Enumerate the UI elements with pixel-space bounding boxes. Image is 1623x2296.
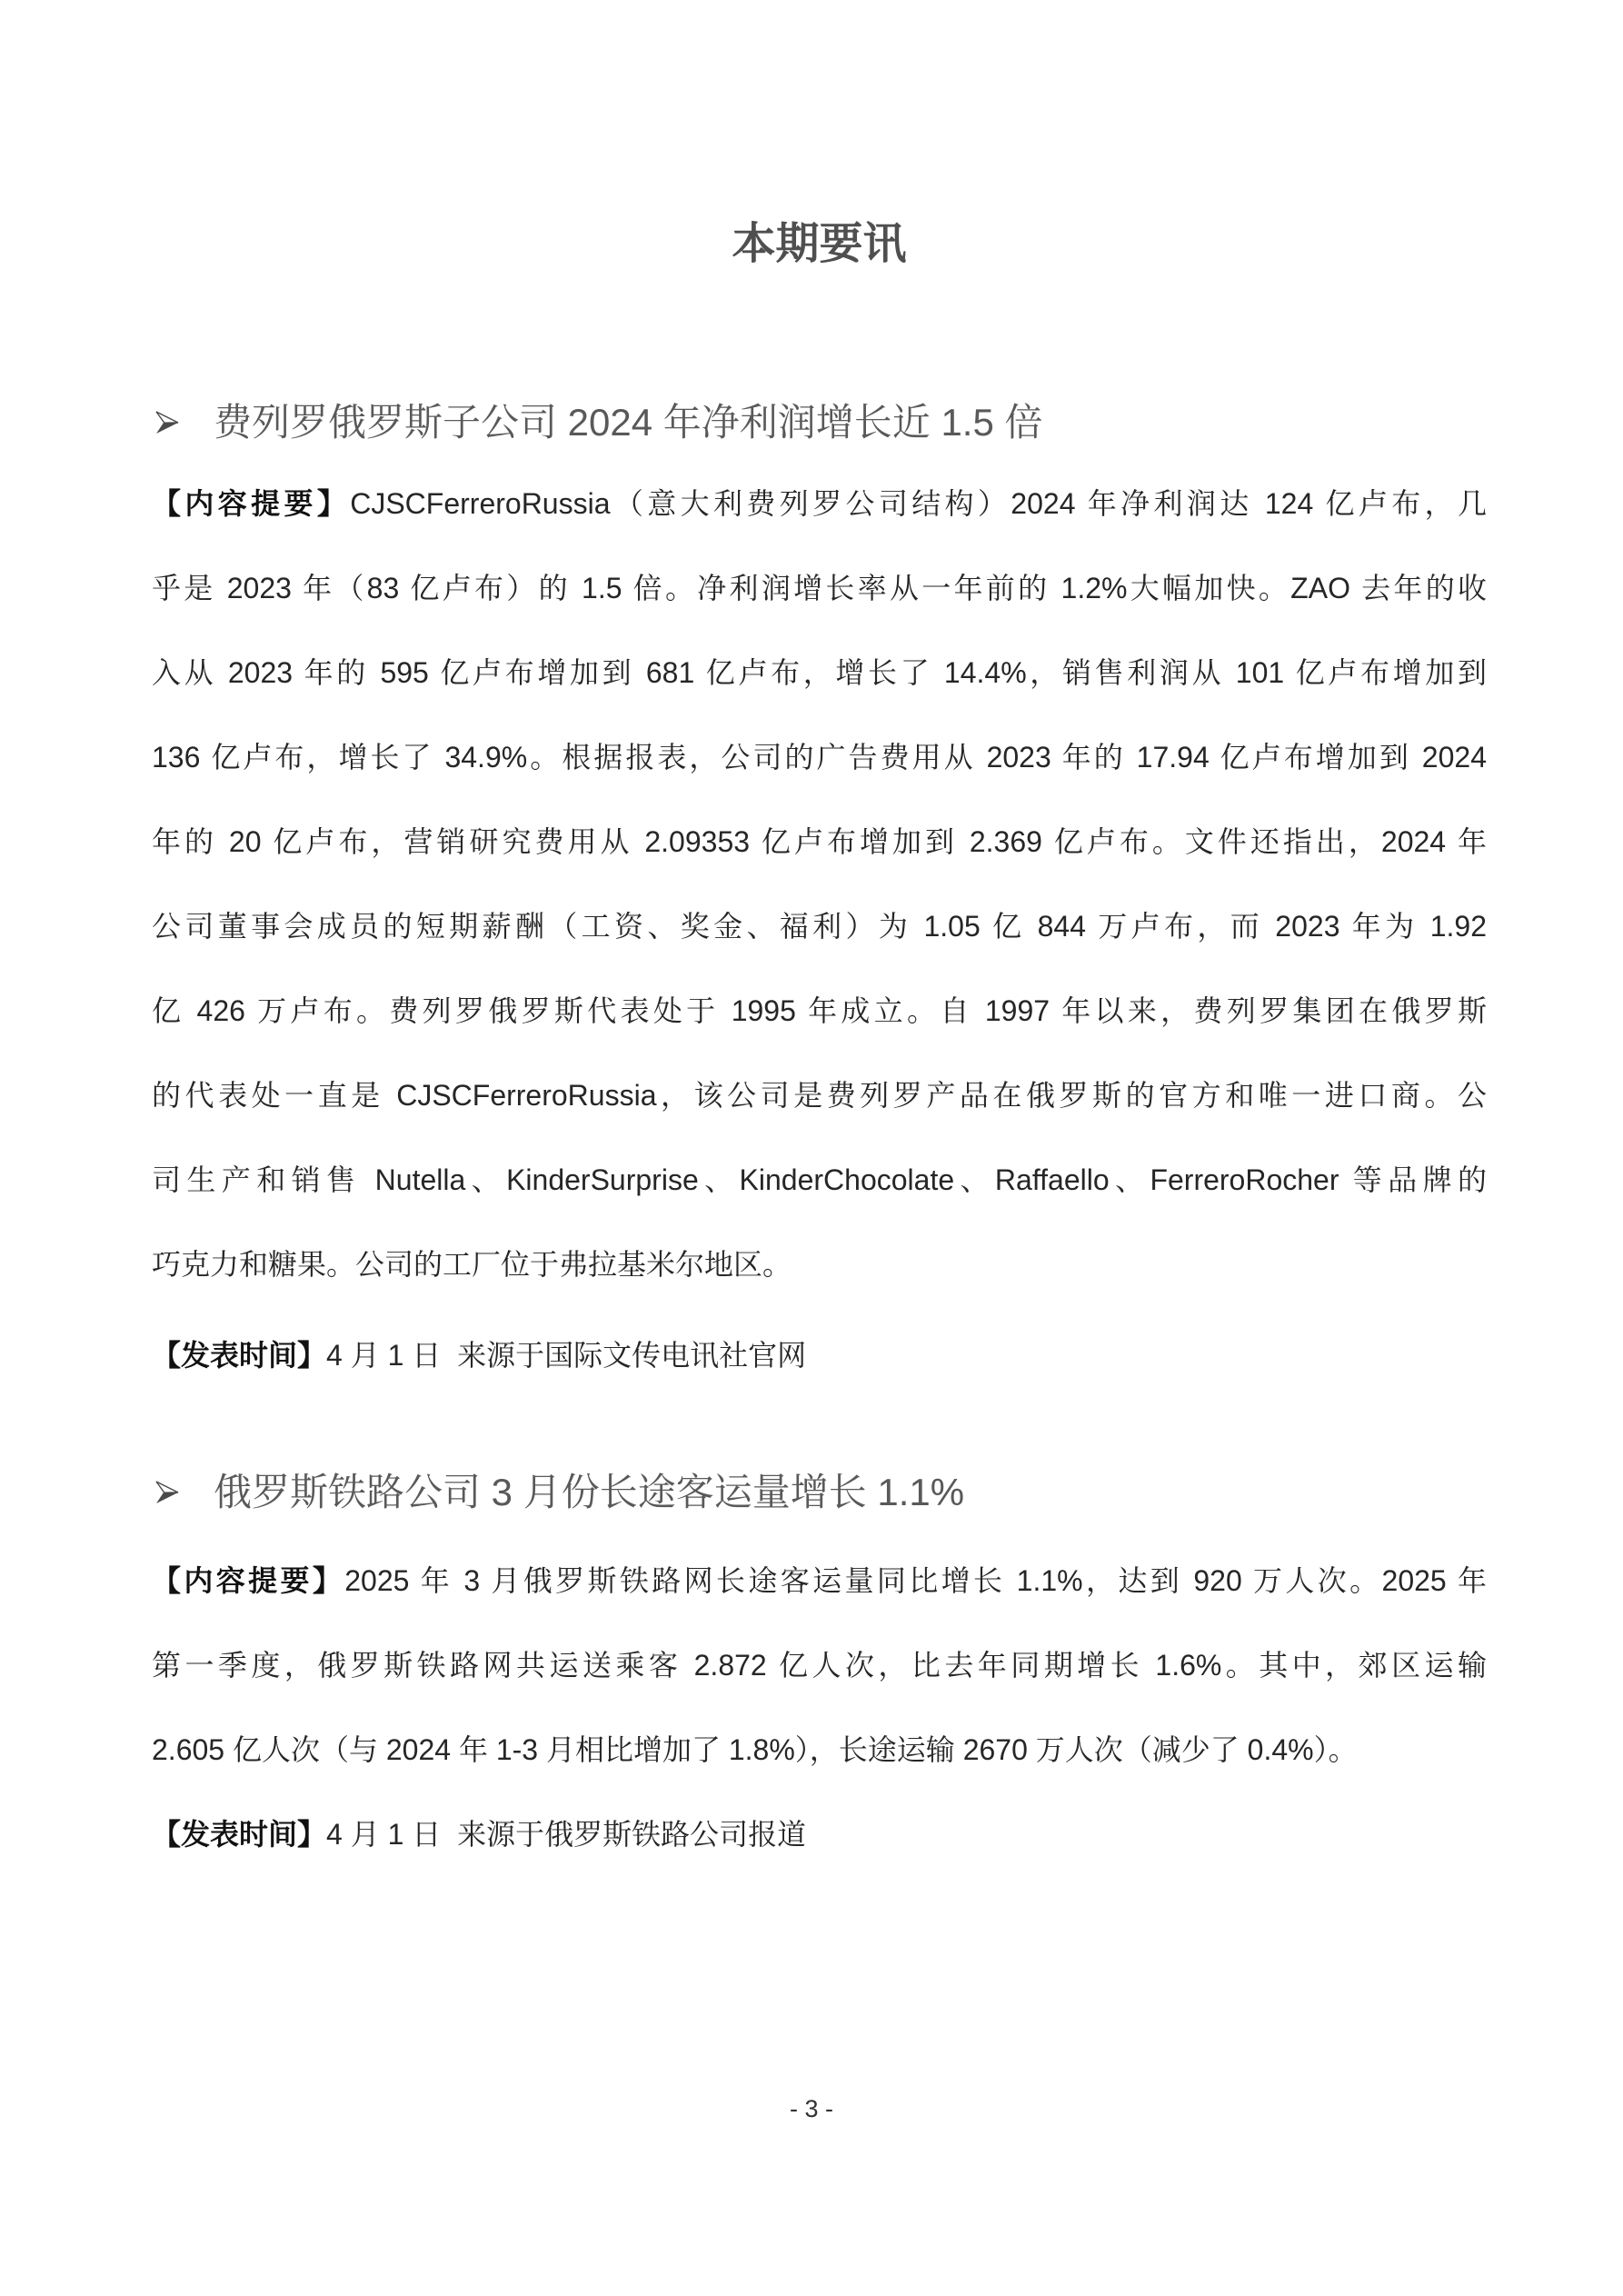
summary-line: 巧克力和糖果。公司的工厂位于弗拉基米尔地区。 [152,1248,792,1281]
published-line [152,1313,1487,1398]
summary-line: 公司董事会成员的短期薪酬（工资、奖金、福利）为 1.05 亿 844 万卢布，而 2023 年为 1.92 [152,910,1487,943]
summary-line [152,1539,1487,1623]
arrowhead-bullet-icon [154,409,181,436]
summary-line: 乎是 2023 年（83 亿卢布）的 1.5 倍。净利润增长率从一年前的 1.2%大幅加快。ZAO 去年的收 [152,572,1487,604]
news-section-ferrero [152,395,1487,1398]
summary-line: 136 亿卢布，增长了 34.9%。根据报表，公司的广告费用从 2023 年的 17.94 亿卢布增加到 2024 [152,741,1487,774]
summary-label: 【内容提要】 [152,487,351,520]
arrowhead-bullet-icon [154,1479,181,1506]
summary-line [152,462,1487,546]
summary-line-text: CJSCFerreroRussia（意大利费列罗公司结构）2024 年净利润达 124 亿卢布，几 [350,487,1487,520]
published-line [152,1792,1487,1877]
summary-paragraph [152,1539,1487,1792]
news-section-railways [152,1465,1487,1877]
summary-line: 第一季度，俄罗斯铁路网共运送乘客 2.872 亿人次，比去年同期增长 1.6%。其中，郊区运输 [152,1649,1487,1682]
section-heading-text: 费列罗俄罗斯子公司 2024 年净利润增长近 1.5 倍 [214,401,1043,444]
page-number: - 3 - [789,2095,833,2122]
summary-line: 司生产和销售 Nutella、KinderSurprise、KinderChocolate、Raffaello、FerreroRocher 等品牌的 [152,1163,1487,1196]
published-label: 【发表时间】 [152,1818,327,1851]
section-heading-text: 俄罗斯铁路公司 3 月份长途客运量增长 1.1% [214,1471,965,1513]
summary-label: 【内容提要】 [152,1564,345,1597]
summary-line: 2.605 亿人次（与 2024 年 1-3 月相比增加了 1.8%），长途运输 2670 万人次（减少了 0.4%）。 [152,1733,1358,1766]
section-heading [152,1465,1487,1520]
page-title: 本期要讯 [732,220,907,268]
published-text: 4 月 1 日 来源于俄罗斯铁路公司报道 [326,1818,807,1851]
section-heading [152,395,1487,450]
published-text: 4 月 1 日 来源于国际文传电讯社官网 [326,1339,807,1372]
summary-line: 亿 426 万卢布。费列罗俄罗斯代表处于 1995 年成立。自 1997 年以来，费列罗集团在俄罗斯 [152,994,1487,1027]
summary-line: 入从 2023 年的 595 亿卢布增加到 681 亿卢布，增长了 14.4%，销售利润从 101 亿卢布增加到 [152,656,1487,689]
summary-paragraph [152,462,1487,1307]
summary-line-text: 2025 年 3 月俄罗斯铁路网长途客运量同比增长 1.1%，达到 920 万人次。2025 年 [344,1564,1487,1597]
published-label: 【发表时间】 [152,1339,327,1372]
summary-line: 年的 20 亿卢布，营销研究费用从 2.09353 亿卢布增加到 2.369 亿卢布。文件还指出，2024 年 [152,825,1487,858]
summary-line: 的代表处一直是 CJSCFerreroRussia，该公司是费列罗产品在俄罗斯的官方和唯一进口商。公 [152,1079,1487,1112]
